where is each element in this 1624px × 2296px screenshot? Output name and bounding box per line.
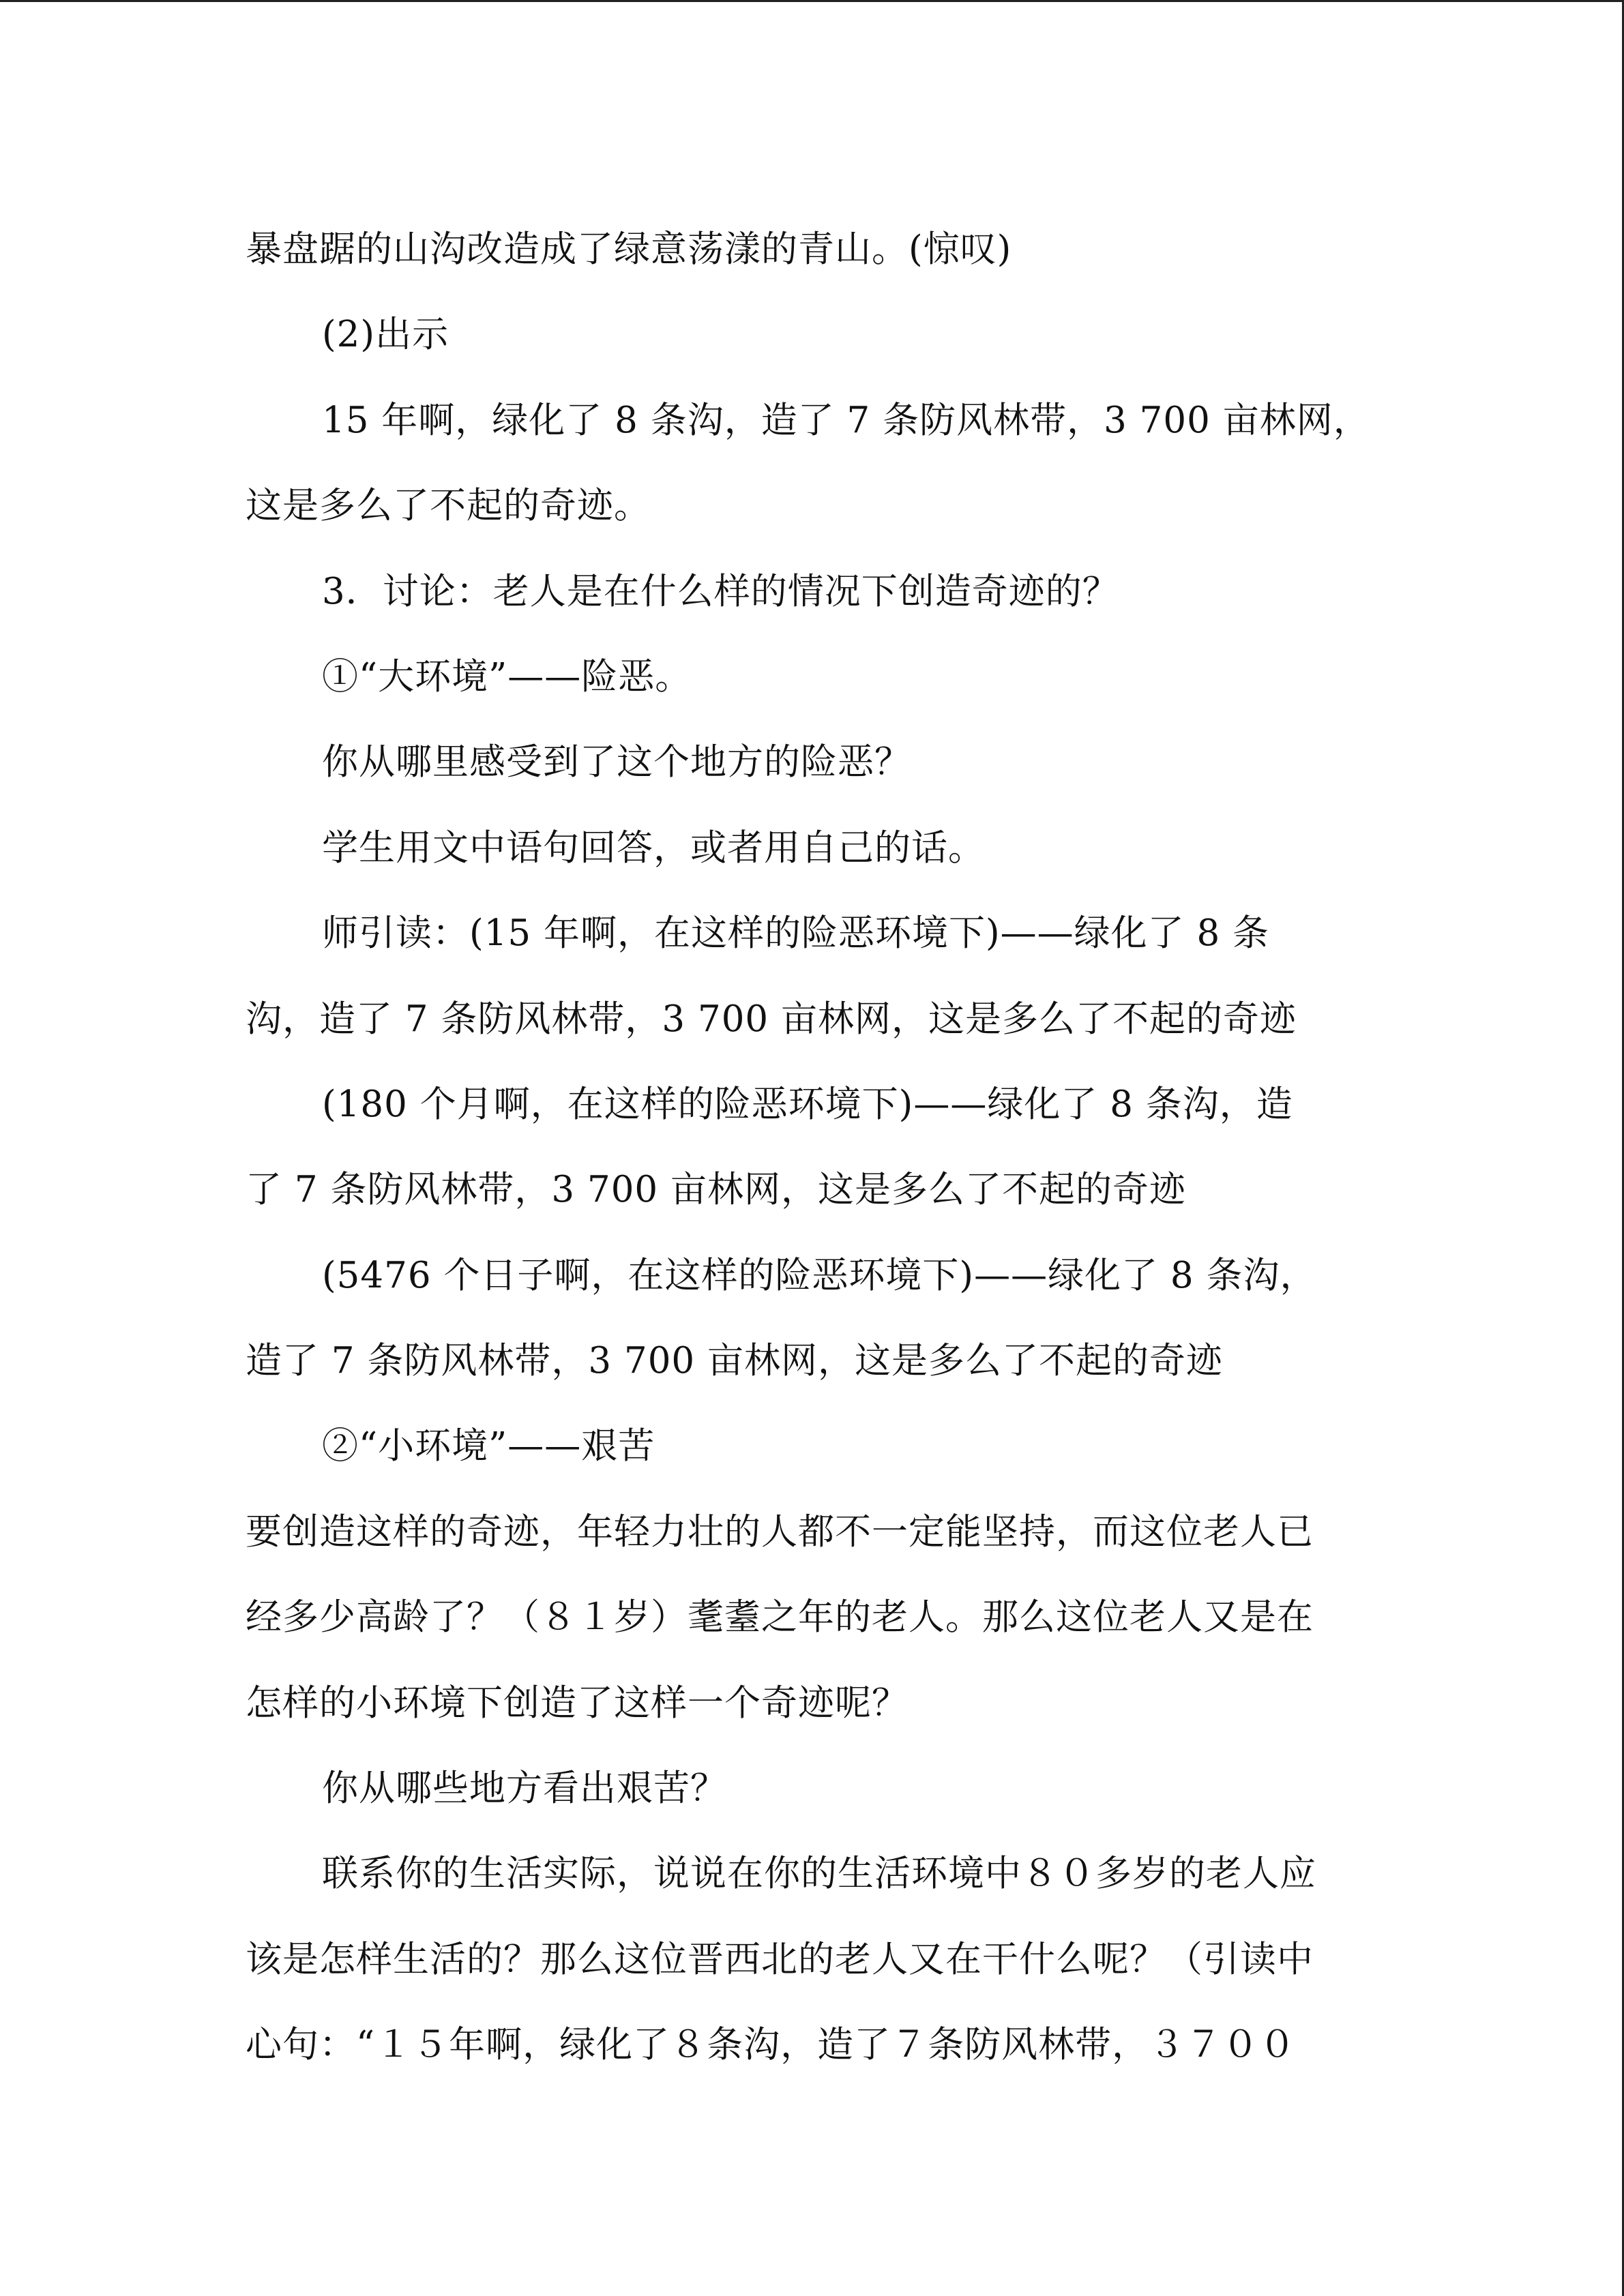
text-line: 心句：“１５年啊，绿化了８条沟，造了７条防风林带，３７００ — [246, 2024, 1297, 2066]
text-line: (5476 个日子啊，在这样的险恶环境下)——绿化了 8 条沟， — [322, 1254, 1317, 1296]
text-line: 联系你的生活实际，说说在你的生活环境中８０多岁的老人应 — [322, 1853, 1316, 1895]
text-line: 师引读：(15 年啊，在这样的险恶环境下)——绿化了 8 条 — [322, 912, 1270, 955]
text-line: 了 7 条防风林带，3 700 亩林网，这是多么了不起的奇迹 — [246, 1169, 1186, 1211]
text-line: 经多少高龄了？（８１岁）耄耋之年的老人。那么这位老人又是在 — [246, 1596, 1314, 1639]
text-line: 要创造这样的奇迹，年轻力壮的人都不一定能坚持，而这位老人已 — [246, 1510, 1314, 1553]
text-line: 你从哪里感受到了这个地方的险恶？ — [322, 741, 911, 784]
text-line: (2)出示 — [322, 314, 449, 356]
text-line: 你从哪些地方看出艰苦？ — [322, 1768, 727, 1810]
text-line: 15 年啊，绿化了 8 条沟，造了 7 条防风林带，3 700 亩林网， — [322, 399, 1370, 441]
text-line: ①“大环境”——险恶。 — [322, 655, 692, 698]
text-line: 学生用文中语句回答，或者用自己的话。 — [322, 826, 985, 869]
text-line: (180 个月啊，在这样的险恶环境下)——绿化了 8 条沟，造 — [322, 1083, 1293, 1125]
text-line: 造了 7 条防风林带，3 700 亩林网，这是多么了不起的奇迹 — [246, 1340, 1223, 1382]
document-body — [246, 207, 1370, 2088]
text-line: 该是怎样生活的？那么这位晋西北的老人又在干什么呢？（引读中 — [246, 1938, 1314, 1980]
text-line: 沟，造了 7 条防风林带，3 700 亩林网，这是多么了不起的奇迹 — [246, 998, 1297, 1040]
text-line: 暴盘踞的山沟改造成了绿意荡漾的青山。(惊叹) — [246, 228, 1012, 270]
text-line: 这是多么了不起的奇迹。 — [246, 485, 651, 527]
text-line: ②“小环境”——艰苦 — [322, 1425, 655, 1467]
text-line: 3．讨论：老人是在什么样的情况下创造奇迹的？ — [322, 570, 1119, 612]
text-line: 怎样的小环境下创造了这样一个奇迹呢？ — [246, 1682, 909, 1724]
